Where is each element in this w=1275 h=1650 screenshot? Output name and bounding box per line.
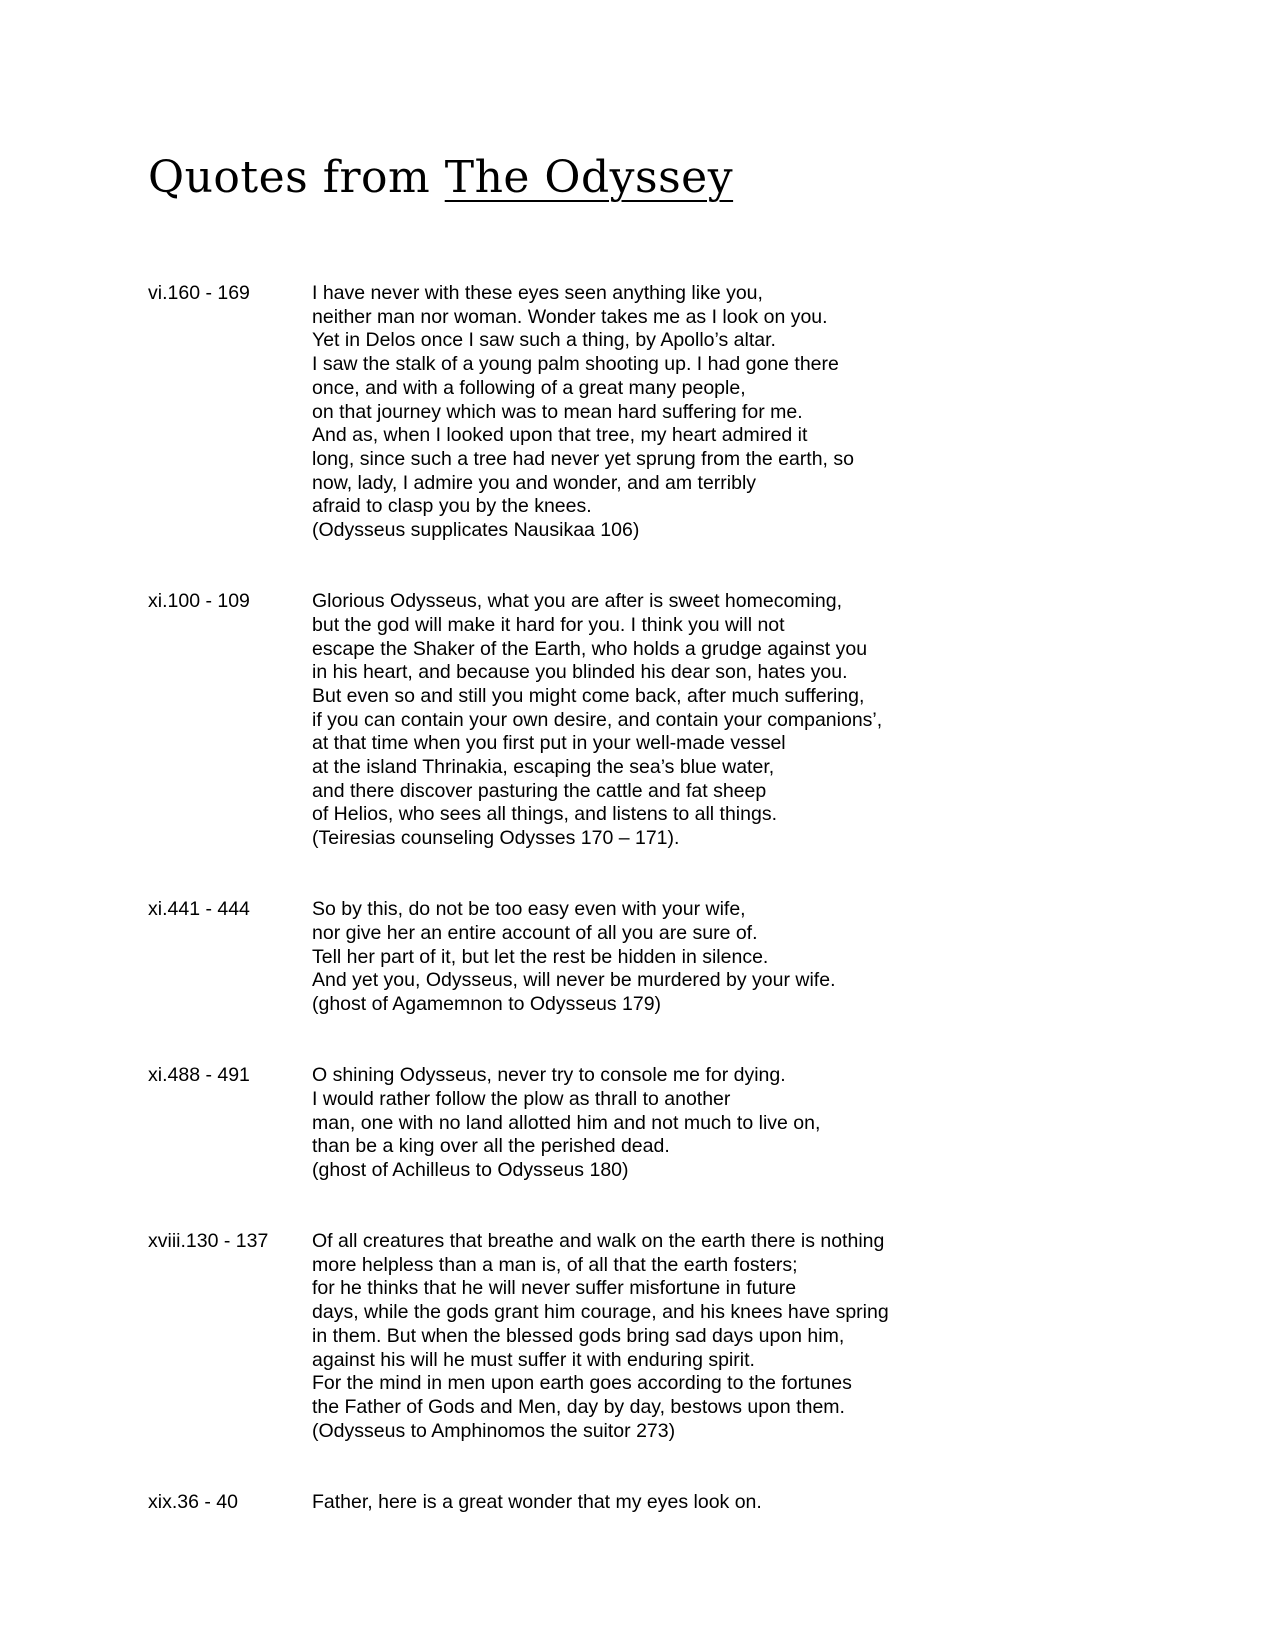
quote-text [312,1064,1148,1183]
quote-line: the Father of Gods and Men, day by day, bestows upon them. [312,1395,845,1418]
quote-reference: xi.441 - 444 [148,898,250,921]
quote-line: Tell her part of it, but let the rest be hidden in silence. [312,945,769,968]
quote-line: in his heart, and because you blinded his dear son, hates you. [312,661,848,684]
quote-line: Yet in Delos once I saw such a thing, by Apollo’s altar. [312,329,776,352]
quote-line: against his will he must suffer it with enduring spirit. [312,1348,755,1371]
quote-entry [148,1491,1148,1515]
quote-line: Of all creatures that breathe and walk on the earth there is nothing [312,1230,885,1253]
quote-entry [148,898,1148,1017]
quote-list [148,282,1148,1562]
quote-line: But even so and still you might come back, after much suffering, [312,684,865,707]
quote-line: O shining Odysseus, never try to console me for dying. [312,1064,786,1087]
quote-line: (Odysseus to Amphinomos the suitor 273) [312,1419,676,1442]
quote-line: if you can contain your own desire, and contain your companions’, [312,708,883,731]
quote-line: more helpless than a man is, of all that the earth fosters; [312,1253,798,1276]
quote-line: So by this, do not be too easy even with your wife, [312,898,746,921]
quote-line: for he thinks that he will never suffer misfortune in future [312,1277,797,1300]
quote-reference: vi.160 - 169 [148,282,250,304]
quote-line: escape the Shaker of the Earth, who holds a grudge against you [312,637,868,660]
quote-text [312,1491,1148,1515]
quote-line: I would rather follow the plow as thrall to another [312,1087,731,1110]
quote-line: And yet you, Odysseus, will never be murdered by your wife. [312,969,836,992]
quote-line: I saw the stalk of a young palm shooting up. I had gone there [312,353,839,376]
quote-entry [148,590,1148,851]
quote-line: For the mind in men upon earth goes according to the fortunes [312,1372,852,1395]
title-prefix: Quotes from [148,152,445,203]
quote-line: afraid to clasp you by the knees. [312,495,592,518]
quote-line: once, and with a following of a great many people, [312,376,746,399]
quote-reference: xi.488 - 491 [148,1064,250,1087]
quote-entry [148,1064,1148,1183]
quote-text [312,590,1148,851]
quote-line: at that time when you first put in your well-made vessel [312,732,786,755]
quote-line: (Teiresias counseling Odysses 170 – 171). [312,827,680,850]
quote-entry [148,282,1148,543]
quote-line: Father, here is a great wonder that my eyes look on. [312,1490,762,1513]
quote-line: I have never with these eyes seen anything like you, [312,282,763,304]
quote-line: days, while the gods grant him courage, and his knees have spring [312,1301,889,1324]
quote-text [312,282,1148,543]
quote-line: and there discover pasturing the cattle and fat sheep [312,779,767,802]
quote-entry [148,1230,1148,1443]
quote-line: at the island Thrinakia, escaping the sea’s blue water, [312,756,775,779]
quote-line: (ghost of Agamemnon to Odysseus 179) [312,993,662,1016]
quote-line: on that journey which was to mean hard suffering for me. [312,400,803,423]
quote-reference: xviii.130 - 137 [148,1230,269,1253]
quote-line: now, lady, I admire you and wonder, and am terribly [312,471,757,494]
quote-line: man, one with no land allotted him and not much to live on, [312,1111,821,1134]
quote-line: (ghost of Achilleus to Odysseus 180) [312,1158,629,1181]
quote-line: than be a king over all the perished dead. [312,1135,670,1158]
quote-line: neither man nor woman. Wonder takes me as I look on you. [312,305,828,328]
quote-line: in them. But when the blessed gods bring sad days upon him, [312,1324,845,1347]
quote-text [312,1230,1148,1443]
page-title [148,152,733,204]
quote-line: (Odysseus supplicates Nausikaa 106) [312,519,640,542]
quote-text [312,898,1148,1017]
quote-line: but the god will make it hard for you. I think you will not [312,613,785,636]
quote-line: of Helios, who sees all things, and listens to all things. [312,803,778,826]
title-book-name: The Odyssey [444,152,734,203]
quote-line: nor give her an entire account of all you are sure of. [312,921,758,944]
quote-reference: xi.100 - 109 [148,590,250,613]
quote-line: And as, when I looked upon that tree, my heart admired it [312,424,808,447]
quote-line: long, since such a tree had never yet sprung from the earth, so [312,447,854,470]
quote-line: Glorious Odysseus, what you are after is sweet homecoming, [312,590,842,613]
quote-reference: xix.36 - 40 [148,1490,238,1513]
